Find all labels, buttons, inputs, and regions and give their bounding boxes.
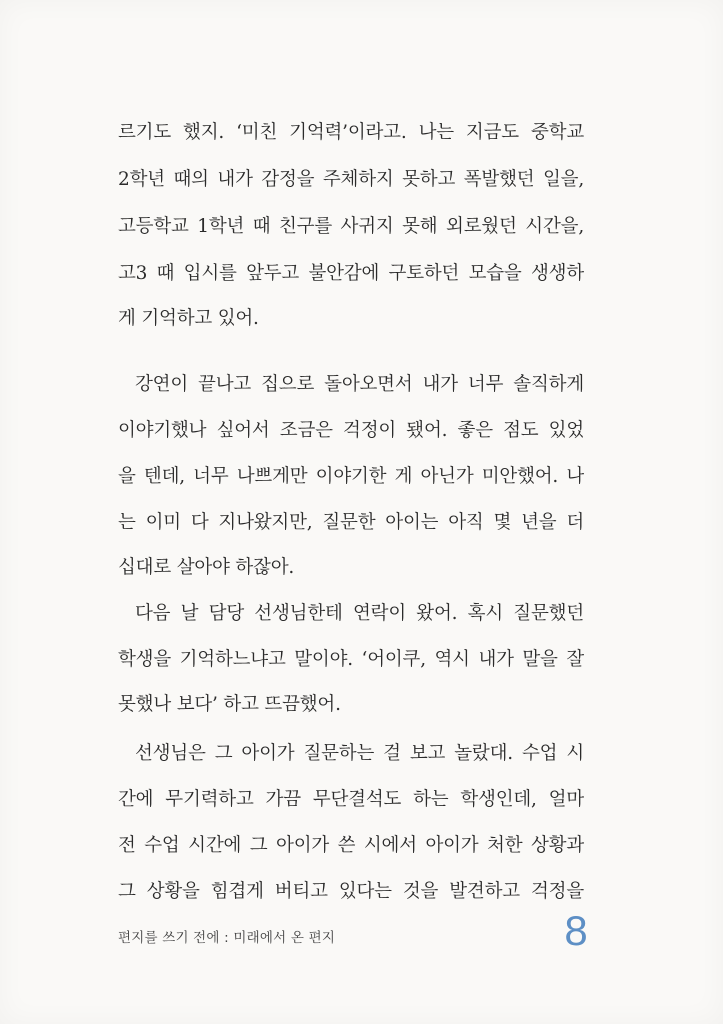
text-line: 을 텐데, 너무 나쁘게만 이야기한 게 아닌가 미안했어. 나	[118, 466, 584, 487]
text-line: 십대로 살아야 하잖아.	[118, 557, 295, 578]
running-title: 편지를 쓰기 전에 : 미래에서 온 편지	[118, 930, 336, 946]
text-line: 고등학교 1학년 때 친구를 사귀지 못해 외로웠던 시간을,	[118, 216, 584, 237]
text-line: 게 기억하고 있어.	[118, 308, 259, 329]
text-line: 선생님은 그 아이가 질문하는 걸 보고 놀랐대. 수업 시	[135, 743, 584, 764]
text-line: 그 상황을 힘겹게 버티고 있다는 것을 발견하고 걱정을	[118, 881, 584, 902]
text-line: 못했나 보다’ 하고 뜨끔했어.	[118, 694, 341, 715]
text-line: 다음 날 담당 선생님한테 연락이 왔어. 혹시 질문했던	[135, 603, 584, 624]
text-line: 전 수업 시간에 그 아이가 쓴 시에서 아이가 처한 상황과	[118, 835, 584, 856]
text-line: 강연이 끝나고 집으로 돌아오면서 내가 너무 솔직하게	[135, 374, 584, 395]
text-line: 는 이미 다 지나왔지만, 질문한 아이는 아직 몇 년을 더	[118, 512, 584, 533]
text-line: 2학년 때의 내가 감정을 주체하지 못하고 폭발했던 일을,	[118, 169, 584, 190]
text-line: 르기도 했지. ‘미친 기억력’이라고. 나는 지금도 중학교	[118, 122, 584, 143]
page-number: 8	[564, 907, 588, 954]
text-line: 고3 때 입시를 앞두고 불안감에 구토하던 모습을 생생하	[118, 263, 584, 284]
text-line: 이야기했나 싶어서 조금은 걱정이 됐어. 좋은 점도 있었	[118, 420, 584, 441]
text-line: 학생을 기억하느냐고 말이야. ‘어이쿠, 역시 내가 말을 잘	[118, 649, 584, 670]
text-line: 간에 무기력하고 가끔 무단결석도 하는 학생인데, 얼마	[118, 789, 584, 810]
